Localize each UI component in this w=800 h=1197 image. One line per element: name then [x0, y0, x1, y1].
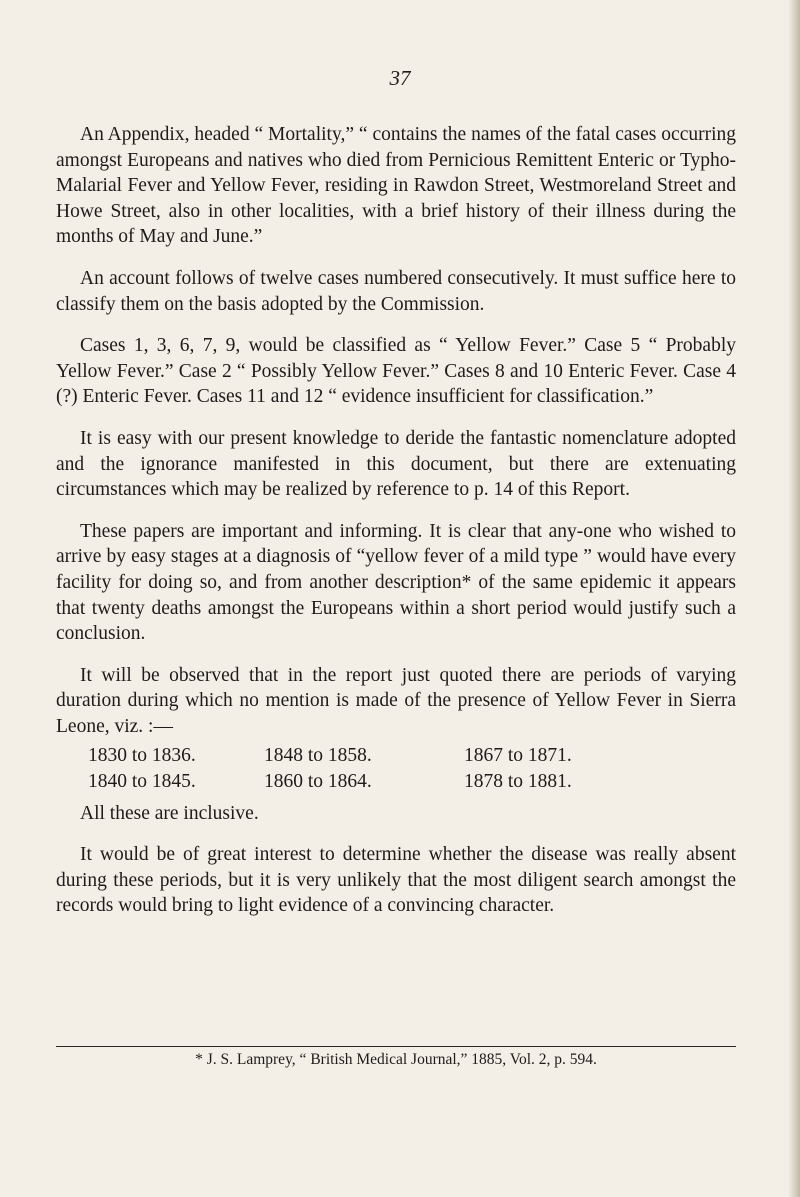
date-range: 1830 to 1836. — [88, 745, 196, 767]
date-range: 1848 to 1858. — [264, 745, 372, 767]
inclusive-note: All these are inclusive. — [80, 802, 259, 824]
page-edge — [788, 0, 800, 1197]
date-range: 1840 to 1845. — [88, 771, 196, 793]
paragraph-case-classification: Cases 1, 3, 6, 7, 9, would be classified as “ Yellow Fever.” Case 5 “ Probably Yellow Fever.” Case 2 “ Possibly Yellow Fever.” Cases 8 and 10 Enteric Fever. Case 4 (?) Enteric Fever. Cases 11 and 12 “ evidence insufficient for classification.” — [56, 335, 736, 408]
date-ranges-row — [56, 743, 664, 769]
date-range: 1867 to 1871. — [464, 745, 572, 767]
paragraph-appendix: An Appendix, headed “ Mortality,” “ contains the names of the fatal cases occurring amongst Europeans and natives who died from Pernicious Remittent Enteric or Typho-Malarial Fever and Yellow Fever, residing in Rawdon Street, Westmoreland Street and Howe Street, also in other localities, with a brief history of their illness during the months of May and June.” — [56, 124, 736, 248]
footnote-divider — [56, 1046, 736, 1047]
date-ranges-row — [56, 769, 664, 795]
date-ranges-table — [56, 743, 664, 794]
paragraph-important-papers: These papers are important and informing. It is clear that any-one who wished to arrive by easy stages at a diagnosis of “yellow fever of a mild type ” would have every facility for doing so, and from another description* of the same epidemic it appears that twenty deaths amongst the Europeans within a short period would justify such a conclusion. — [56, 520, 736, 645]
paragraph-account: An account follows of twelve cases numbered consecutively. It must suffice here to classify them on the basis adopted by the Commission. — [56, 267, 736, 315]
date-range: 1878 to 1881. — [464, 771, 572, 793]
body-text — [56, 122, 736, 935]
paragraph-closing: It would be of great interest to determine whether the disease was really absent during these periods, but it is very unlikely that the most diligent search amongst the records would bring to light evidence of a convincing character. — [56, 844, 736, 917]
paragraph-nomenclature: It is easy with our present knowledge to deride the fantastic nomenclature adopted and the ignorance manifested in this document, but there are extenuating circumstances which may be realized by reference to p. 14 of this Report. — [56, 427, 736, 501]
page-number: 37 — [389, 66, 411, 90]
paragraph-periods: It will be observed that in the report just quoted there are periods of varying duration during which no mention is made of the presence of Yellow Fever in Sierra Leone, viz. :— — [56, 664, 736, 737]
date-range: 1860 to 1864. — [264, 771, 372, 793]
footnote: * J. S. Lamprey, “ British Medical Journal,” 1885, Vol. 2, p. 594. — [195, 1051, 597, 1068]
